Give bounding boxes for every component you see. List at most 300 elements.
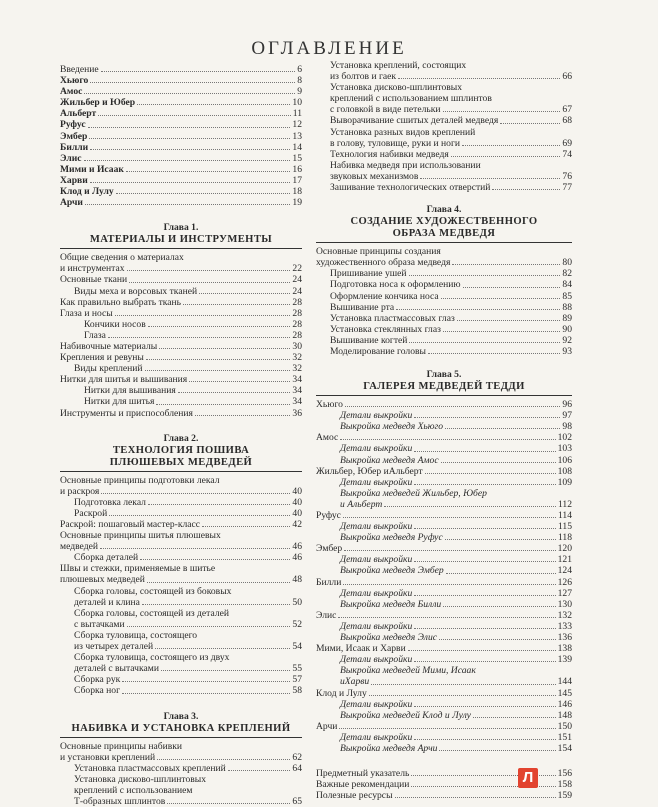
toc-entry[interactable] — [316, 510, 572, 521]
toc-entry[interactable] — [316, 104, 572, 115]
toc-entry[interactable] — [60, 363, 302, 374]
toc-intro-list — [60, 64, 302, 208]
toc-entry[interactable] — [60, 796, 302, 807]
toc-entry[interactable] — [316, 455, 572, 466]
toc-entry-title: Руфус — [60, 119, 86, 130]
toc-entry[interactable] — [60, 663, 302, 674]
chapter-title-line: ТЕХНОЛОГИЯ ПОШИВА — [60, 445, 302, 457]
toc-entry[interactable] — [60, 274, 302, 285]
toc-entry-title: Выкройка медведя Арчи — [340, 743, 437, 754]
toc-entry[interactable] — [60, 131, 302, 142]
toc-entry-title: Сборка рук — [74, 674, 120, 685]
publisher-logo: Л — [518, 768, 538, 788]
toc-entry-page: 64 — [292, 763, 302, 774]
toc-entry-title: Клод и Лулу — [60, 186, 114, 197]
toc-entry-title: Эмбер — [316, 543, 342, 554]
toc-entry-title: Элис — [316, 610, 336, 621]
toc-entry[interactable] — [60, 541, 302, 552]
toc-entry-page: 85 — [562, 291, 572, 302]
toc-entry-page: 138 — [558, 643, 572, 654]
toc-entry-page: 154 — [558, 743, 572, 754]
toc-entry[interactable] — [60, 197, 302, 208]
toc-entry[interactable] — [60, 641, 302, 652]
toc-entry-title: Выкройка медведя Хьюго — [340, 421, 443, 432]
toc-entry-page: 156 — [558, 768, 572, 779]
toc-entry-title: Нитки для шитья — [84, 396, 154, 407]
chapter-label: Глава 2. — [60, 433, 302, 445]
toc-entry-title: Хьюго — [60, 75, 88, 86]
toc-entry[interactable] — [60, 385, 302, 396]
toc-entry-page: 150 — [558, 721, 572, 732]
dot-leader — [189, 381, 290, 382]
toc-entry-page: 121 — [558, 554, 572, 565]
dot-leader — [127, 626, 291, 627]
chapter-3-list — [60, 741, 302, 807]
toc-entry-title: в голову, туловище, руки и ноги — [330, 138, 460, 149]
dot-leader — [202, 526, 290, 527]
toc-entry-page: 34 — [292, 374, 302, 385]
toc-entry-page: 90 — [562, 324, 572, 335]
toc-entry-page: 109 — [558, 477, 572, 488]
toc-entry-title: Выкройка медведя Билли — [340, 599, 441, 610]
toc-entry-title: Основные ткани — [60, 274, 127, 285]
toc-entry[interactable] — [316, 543, 572, 554]
toc-entry-page: 115 — [558, 521, 572, 532]
toc-entry-title: Арчи — [316, 721, 337, 732]
toc-entry[interactable] — [60, 374, 302, 385]
dot-leader — [108, 337, 290, 338]
toc-entry[interactable] — [60, 108, 302, 119]
toc-entry-page: 146 — [558, 699, 572, 710]
toc-entry-line: Сборка головы, состоящей из деталей — [60, 608, 302, 619]
toc-entry-page: 97 — [562, 410, 572, 421]
toc-entry-title: Мими, Исаак и Харви — [316, 643, 406, 654]
toc-entry-page: 96 — [562, 399, 572, 410]
toc-entry[interactable] — [60, 486, 302, 497]
dot-leader — [414, 528, 556, 529]
toc-entry[interactable] — [316, 532, 572, 543]
dot-leader — [420, 178, 560, 179]
dot-leader — [122, 693, 290, 694]
toc-entry-title: Выкройка медведей Клод и Лулу — [340, 710, 471, 721]
toc-entry-title: Детали выкройки — [340, 588, 412, 599]
toc-entry[interactable] — [316, 466, 572, 477]
toc-entry-title: Нитки для шитья и вышивания — [60, 374, 187, 385]
chapter-title-line: ПЛЮШЕВЫХ МЕДВЕДЕЙ — [60, 457, 302, 469]
toc-entry[interactable] — [60, 674, 302, 685]
toc-entry-page: 34 — [292, 396, 302, 407]
toc-entry-title: медведей — [60, 541, 98, 552]
chapter-label: Глава 1. — [60, 222, 302, 234]
dot-leader — [439, 639, 556, 640]
toc-entry[interactable] — [316, 432, 572, 443]
dot-leader — [148, 504, 290, 505]
chapter-title: ГАЛЕРЕЯ МЕДВЕДЕЙ ТЕДДИ — [316, 381, 572, 393]
dot-leader — [155, 648, 290, 649]
toc-entry-title: Инструменты и приспособления — [60, 408, 193, 419]
toc-entry-page: 28 — [292, 330, 302, 341]
dot-leader — [159, 348, 290, 349]
toc-entry[interactable] — [316, 421, 572, 432]
toc-entry[interactable] — [60, 497, 302, 508]
dot-leader — [90, 82, 295, 83]
toc-entry[interactable] — [316, 577, 572, 588]
toc-entry[interactable] — [60, 64, 302, 75]
toc-entry-page: 145 — [558, 688, 572, 699]
toc-entry-title: иХарви — [340, 676, 369, 687]
toc-entry[interactable] — [316, 302, 572, 313]
toc-entry-page: 58 — [292, 685, 302, 696]
toc-entry-page: 15 — [292, 153, 302, 164]
dot-leader — [451, 156, 561, 157]
toc-entry[interactable] — [60, 164, 302, 175]
chapter-rule — [60, 471, 302, 472]
chapter-1-heading — [60, 222, 302, 249]
toc-entry[interactable] — [60, 330, 302, 341]
toc-entry-line: Швы и стежки, применяемые в шитье — [60, 563, 302, 574]
toc-entry[interactable] — [316, 149, 572, 160]
toc-entry-title: и Альберт — [340, 499, 382, 510]
dot-leader — [414, 739, 555, 740]
dot-leader — [90, 149, 290, 150]
toc-entry-title: из четырех деталей — [74, 641, 153, 652]
toc-entry-title: Элис — [60, 153, 82, 164]
toc-entry-page: 98 — [562, 421, 572, 432]
dot-leader — [101, 71, 296, 72]
dot-leader — [414, 417, 560, 418]
toc-entry-title: Установка пластмассовых креплений — [74, 763, 226, 774]
dot-leader — [443, 111, 561, 112]
toc-entry-title: звуковых механизмов — [330, 171, 418, 182]
toc-entry-line: Набивка медведя при использовании — [316, 160, 572, 171]
dot-leader — [445, 428, 560, 429]
toc-entry-title: Выворачивание сшитых деталей медведя — [330, 115, 498, 126]
toc-entry[interactable] — [316, 610, 572, 621]
dot-leader — [408, 650, 556, 651]
toc-entry-page: 50 — [292, 597, 302, 608]
toc-entry-page: 151 — [558, 732, 572, 743]
toc-entry-page: 112 — [558, 499, 572, 510]
toc-entry-page: 89 — [562, 313, 572, 324]
toc-entry[interactable] — [316, 621, 572, 632]
toc-entry-line: Установка креплений, состоящих — [316, 60, 572, 71]
toc-entry-page: 114 — [558, 510, 572, 521]
toc-entry-title: Установка пластмассовых глаз — [330, 313, 455, 324]
toc-entry-page: 133 — [558, 621, 572, 632]
toc-entry-page: 68 — [562, 115, 572, 126]
toc-entry-title: деталей с вытачками — [74, 663, 159, 674]
toc-entry-page: 52 — [292, 619, 302, 630]
toc-entry-page: 148 — [558, 710, 572, 721]
toc-entry[interactable] — [316, 710, 572, 721]
dot-leader — [98, 115, 291, 116]
toc-entry-title: Билли — [60, 142, 88, 153]
toc-entry-title: Подготовка лекал — [74, 497, 146, 508]
toc-entry[interactable] — [316, 588, 572, 599]
toc-entry[interactable] — [60, 319, 302, 330]
toc-entry[interactable] — [60, 508, 302, 519]
toc-entry[interactable] — [316, 399, 572, 410]
toc-entry-line: креплений с использованием — [60, 785, 302, 796]
toc-entry[interactable] — [60, 186, 302, 197]
toc-entry-page: 46 — [292, 541, 302, 552]
toc-entry-title: с вытачками — [74, 619, 125, 630]
toc-entry-title: Сборка деталей — [74, 552, 138, 563]
toc-entry[interactable] — [316, 346, 572, 357]
toc-entry-page: 32 — [292, 363, 302, 374]
dot-leader — [414, 451, 555, 452]
dot-leader — [145, 370, 291, 371]
toc-entry-line: Установка дисково-шплинтовых — [316, 82, 572, 93]
toc-entry[interactable] — [60, 619, 302, 630]
chapter-rule — [60, 248, 302, 249]
toc-entry-title: Руфус — [316, 510, 341, 521]
toc-entry[interactable] — [316, 279, 572, 290]
toc-entry-title: Пришивание ушей — [330, 268, 407, 279]
toc-entry-line: Выкройка медведей Жильбер, Юбер — [316, 488, 572, 499]
toc-entry-title: Детали выкройки — [340, 699, 412, 710]
dot-leader — [414, 561, 555, 562]
dot-leader — [425, 473, 556, 474]
toc-entry-page: 34 — [292, 385, 302, 396]
toc-entry[interactable] — [316, 699, 572, 710]
chapter-5-heading — [316, 369, 572, 396]
toc-entry-title: Предметный указатель — [316, 768, 409, 779]
toc-entry-title: Клод и Лулу — [316, 688, 367, 699]
toc-entry-page: 127 — [558, 588, 572, 599]
toc-entry-title: Т-образных шплинтов — [74, 796, 165, 807]
toc-entry-page: 28 — [292, 308, 302, 319]
chapter-4-heading — [316, 204, 572, 243]
dot-leader — [414, 484, 555, 485]
toc-entry-line: Основные принципы подготовки лекал — [60, 475, 302, 486]
toc-entry-line: Выкройка медведей Мими, Исаак — [316, 665, 572, 676]
toc-entry[interactable] — [60, 396, 302, 407]
toc-entry[interactable] — [60, 75, 302, 86]
toc-entry[interactable] — [60, 86, 302, 97]
dot-leader — [183, 304, 290, 305]
toc-entry[interactable] — [316, 443, 572, 454]
toc-entry-page: 24 — [292, 286, 302, 297]
toc-entry-title: Виды меха и ворсовых тканей — [74, 286, 197, 297]
toc-entry-title: Харви — [60, 175, 88, 186]
dot-leader — [452, 264, 560, 265]
toc-entry[interactable] — [60, 597, 302, 608]
toc-entry-page: 67 — [562, 104, 572, 115]
toc-entry[interactable] — [60, 263, 302, 274]
toc-entry[interactable] — [60, 297, 302, 308]
toc-entry-line: Основные принципы набивки — [60, 741, 302, 752]
dot-leader — [428, 353, 560, 354]
dot-leader — [463, 287, 561, 288]
toc-entry[interactable] — [316, 721, 572, 732]
toc-entry[interactable] — [316, 732, 572, 743]
toc-entry-page: 159 — [558, 790, 572, 801]
toc-entry[interactable] — [316, 632, 572, 643]
toc-entry-page: 77 — [562, 182, 572, 193]
toc-entry-page: 9 — [297, 86, 302, 97]
toc-entry[interactable] — [316, 182, 572, 193]
toc-entry[interactable] — [60, 752, 302, 763]
toc-entry-page: 66 — [562, 71, 572, 82]
toc-entry[interactable] — [316, 499, 572, 510]
toc-entry[interactable] — [316, 676, 572, 687]
toc-entry[interactable] — [60, 341, 302, 352]
toc-entry[interactable] — [60, 119, 302, 130]
toc-entry[interactable] — [60, 142, 302, 153]
toc-entry[interactable] — [316, 654, 572, 665]
toc-entry-page: 6 — [297, 64, 302, 75]
dot-leader — [395, 797, 556, 798]
toc-entry[interactable] — [316, 477, 572, 488]
toc-entry[interactable] — [60, 574, 302, 585]
toc-entry[interactable] — [316, 268, 572, 279]
toc-entry-page: 88 — [562, 302, 572, 313]
toc-entry-page: 69 — [562, 138, 572, 149]
toc-entry-title: Крепления и ревуны — [60, 352, 144, 363]
toc-entry-page: 40 — [292, 508, 302, 519]
toc-entry[interactable] — [60, 685, 302, 696]
toc-entry-page: 92 — [562, 335, 572, 346]
dot-leader — [500, 123, 560, 124]
toc-entry-title: Оформление кончика носа — [330, 291, 439, 302]
toc-entry-page: 124 — [558, 565, 572, 576]
toc-entry-title: Выкройка медведя Элис — [340, 632, 437, 643]
dot-leader — [129, 282, 290, 283]
dot-leader — [228, 770, 291, 771]
toc-entry-title: Эмбер — [60, 131, 87, 142]
chapter-rule — [60, 737, 302, 738]
toc-entry-page: 57 — [292, 674, 302, 685]
toc-entry-page: 40 — [292, 486, 302, 497]
toc-entry[interactable] — [316, 138, 572, 149]
toc-entry[interactable] — [316, 324, 572, 335]
dot-leader — [148, 326, 291, 327]
toc-entry-page: 130 — [558, 599, 572, 610]
toc-entry[interactable] — [60, 352, 302, 363]
dot-leader — [457, 320, 561, 321]
toc-entry-title: и инструментах — [60, 263, 125, 274]
toc-entry-page: 48 — [292, 574, 302, 585]
toc-entry-page: 28 — [292, 297, 302, 308]
dot-leader — [89, 138, 290, 139]
toc-entry-page: 102 — [558, 432, 572, 443]
toc-entry-page: 10 — [292, 97, 302, 108]
toc-entry-title: Амос — [60, 86, 82, 97]
chapter-3-heading — [60, 711, 302, 738]
toc-entry[interactable] — [316, 335, 572, 346]
toc-entry[interactable] — [60, 97, 302, 108]
toc-entry-title: из болтов и гаек — [330, 71, 396, 82]
toc-entry-page: 32 — [292, 352, 302, 363]
toc-entry-title: художественного образа медведя — [316, 257, 450, 268]
toc-entry[interactable] — [316, 643, 572, 654]
toc-entry-page: 120 — [558, 543, 572, 554]
toc-entry[interactable] — [316, 521, 572, 532]
dot-leader — [85, 204, 290, 205]
toc-entry[interactable] — [316, 71, 572, 82]
dot-leader — [344, 550, 555, 551]
toc-entry[interactable] — [316, 291, 572, 302]
toc-entry-line: Основные принципы шитья плюшевых — [60, 530, 302, 541]
dot-leader — [84, 160, 291, 161]
toc-entry-page: 16 — [292, 164, 302, 175]
toc-entry[interactable] — [60, 408, 302, 419]
toc-entry-page: 136 — [558, 632, 572, 643]
toc-entry[interactable] — [316, 171, 572, 182]
toc-entry-title: Детали выкройки — [340, 443, 412, 454]
toc-entry-page: 108 — [558, 466, 572, 477]
toc-entry-title: Нитки для вышивания — [84, 385, 176, 396]
toc-entry-page: 126 — [558, 577, 572, 588]
dot-leader — [338, 617, 555, 618]
toc-entry-title: Раскрой: пошаговый мастер-класс — [60, 519, 200, 530]
toc-entry-title: Раскрой — [74, 508, 107, 519]
toc-entry[interactable] — [316, 313, 572, 324]
dot-leader — [101, 493, 290, 494]
toc-entry[interactable] — [316, 410, 572, 421]
toc-entry[interactable] — [60, 175, 302, 186]
toc-entry[interactable] — [60, 153, 302, 164]
toc-entry-line: Общие сведения о материалах — [60, 252, 302, 263]
toc-entry-title: Зашивание технологических отверстий — [330, 182, 490, 193]
toc-entry[interactable] — [316, 115, 572, 126]
dot-leader — [157, 759, 290, 760]
toc-entry[interactable] — [316, 688, 572, 699]
dot-leader — [147, 582, 291, 583]
toc-entry[interactable] — [316, 599, 572, 610]
toc-entry-title: Подготовка носа к оформлению — [330, 279, 461, 290]
dot-leader — [369, 695, 556, 696]
dot-leader — [340, 439, 555, 440]
dot-leader — [109, 515, 290, 516]
toc-entry[interactable] — [316, 743, 572, 754]
dot-leader — [343, 517, 556, 518]
dot-leader — [122, 681, 290, 682]
toc-right-column — [316, 60, 572, 801]
toc-entry[interactable] — [60, 286, 302, 297]
dot-leader — [146, 359, 291, 360]
toc-entry-line: Сборка туловища, состоящего из двух — [60, 652, 302, 663]
toc-entry[interactable] — [316, 257, 572, 268]
chapter-title: МАТЕРИАЛЫ И ИНСТРУМЕНТЫ — [60, 234, 302, 246]
toc-entry-title: Жильбер и Юбер — [60, 97, 135, 108]
toc-entry-title: Введение — [60, 64, 99, 75]
chapter-2-list — [60, 475, 302, 697]
chapter-1-list — [60, 252, 302, 418]
toc-entry[interactable] — [316, 554, 572, 565]
toc-entry-title: Моделирование головы — [330, 346, 426, 357]
toc-entry[interactable] — [60, 552, 302, 563]
toc-entry[interactable] — [316, 565, 572, 576]
chapter-4-list — [316, 246, 572, 357]
dot-leader — [473, 717, 556, 718]
dot-leader — [126, 171, 290, 172]
dot-leader — [88, 127, 291, 128]
spacer — [316, 754, 572, 768]
toc-entry-page: 74 — [562, 149, 572, 160]
toc-entry[interactable] — [60, 519, 302, 530]
toc-entry-title: Мими и Исаак — [60, 164, 124, 175]
toc-entry-title: Кончики носов — [84, 319, 146, 330]
toc-entry-page: 144 — [558, 676, 572, 687]
chapter-label: Глава 3. — [60, 711, 302, 723]
dot-leader — [339, 728, 555, 729]
toc-entry[interactable] — [60, 308, 302, 319]
toc-entry[interactable] — [60, 763, 302, 774]
dot-leader — [371, 684, 555, 685]
toc-entry-page: 82 — [562, 268, 572, 279]
